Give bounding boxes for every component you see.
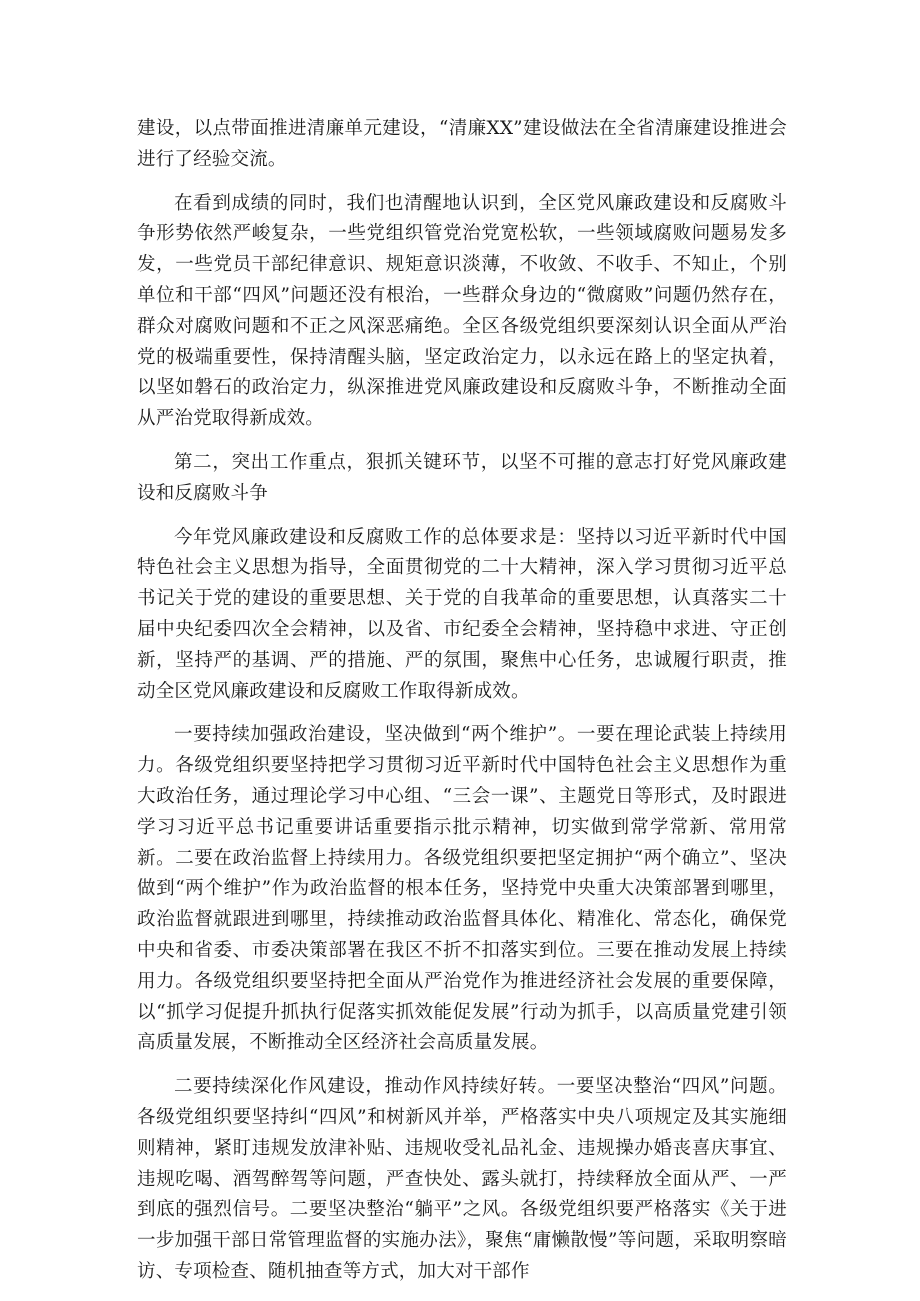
paragraph-overall-requirements: 今年党风廉政建设和反腐败工作的总体要求是：坚持以习近平新时代中国特色社会主义思想为指导，全面贯彻党的二十大精神，深入学习贯彻习近平总书记关于党的建设的重要思想、关于党的自我革命的重要思想，认真落实二十届中央纪委四次全会精神，以及省、市纪委全会精神，坚持稳中求进、守正创新，坚持严的基调、严的措施、严的氛围，聚焦中心任务，忠诚履行职责，推动全区党风廉政建设和反腐败工作取得新成效。 <box>137 526 787 702</box>
paragraph-continuation: 建设，以点带面推进清廉单元建设，“清廉XX”建设做法在全省清廉建设推进会进行了经验交流。 <box>137 118 787 170</box>
paragraph-work-style: 二要持续深化作风建设，推动作风持续好转。一要坚决整治“四风”问题。各级党组织要坚持纠“四风”和树新风并举，严格落实中央八项规定及其实施细则精神，紧盯违规发放津补贴、违规收受礼品礼金、违规操办婚丧喜庆事宜、违规吃喝、酒驾醉驾等问题，严查快处、露头就打，持续释放全面从严、一严到底的强烈信号。二要坚决整治“躺平”之风。各级党组织要严格落实《关于进一步加强干部日常管理监督的实施办法》，聚焦“庸懒散慢”等问题，采取明察暗访、专项检查、随机抽查等方式，加大对干部作 <box>137 1076 787 1282</box>
paragraph-political-construction: 一要持续加强政治建设，坚决做到“两个维护”。一要在理论武装上持续用力。各级党组织要坚持把学习贯彻习近平新时代中国特色社会主义思想作为重大政治任务，通过理论学习中心组、“三会一课”、主题党日等形式，及时跟进学习习近平总书记重要讲话重要指示批示精神，切实做到常学常新、常用常新。二要在政治监督上持续用力。各级党组织要把坚定拥护“两个确立”、坚决做到“两个维护”作为政治监督的根本任务，坚持党中央重大决策部署到哪里，政治监督就跟进到哪里，持续推动政治监督具体化、精准化、常态化，确保党中央和省委、市委决策部署在我区不折不扣落实到位。三要在推动发展上持续用力。各级党组织要坚持把全面从严治党作为推进经济社会发展的重要保障，以“抓学习促提升抓执行促落实抓效能促发展”行动为抓手，以高质量党建引领高质量发展，不断推动全区经济社会高质量发展。 <box>137 724 787 1054</box>
section-heading-second: 第二，突出工作重点，狠抓关键环节，以坚不可摧的意志打好党风廉政建设和反腐败斗争 <box>137 451 787 504</box>
paragraph-situation-analysis: 在看到成绩的同时，我们也清醒地认识到，全区党风廉政建设和反腐败斗争形势依然严峻复杂，一些党组织管党治党宽松软，一些领域腐败问题易发多发，一些党员干部纪律意识、规矩意识淡薄，不收敛、不收手、不知止，个别单位和干部“四风”问题还没有根治，一些群众身边的“微腐败”问题仍然存在，群众对腐败问题和不正之风深恶痛绝。全区各级党组织要深刻认识全面从严治党的极端重要性，保持清醒头脑，坚定政治定力，以永远在路上的坚定执着，以坚如磐石的政治定力，纵深推进党风廉政建设和反腐败斗争，不断推动全面从严治党取得新成效。 <box>137 192 787 430</box>
document-page <box>137 114 787 1301</box>
